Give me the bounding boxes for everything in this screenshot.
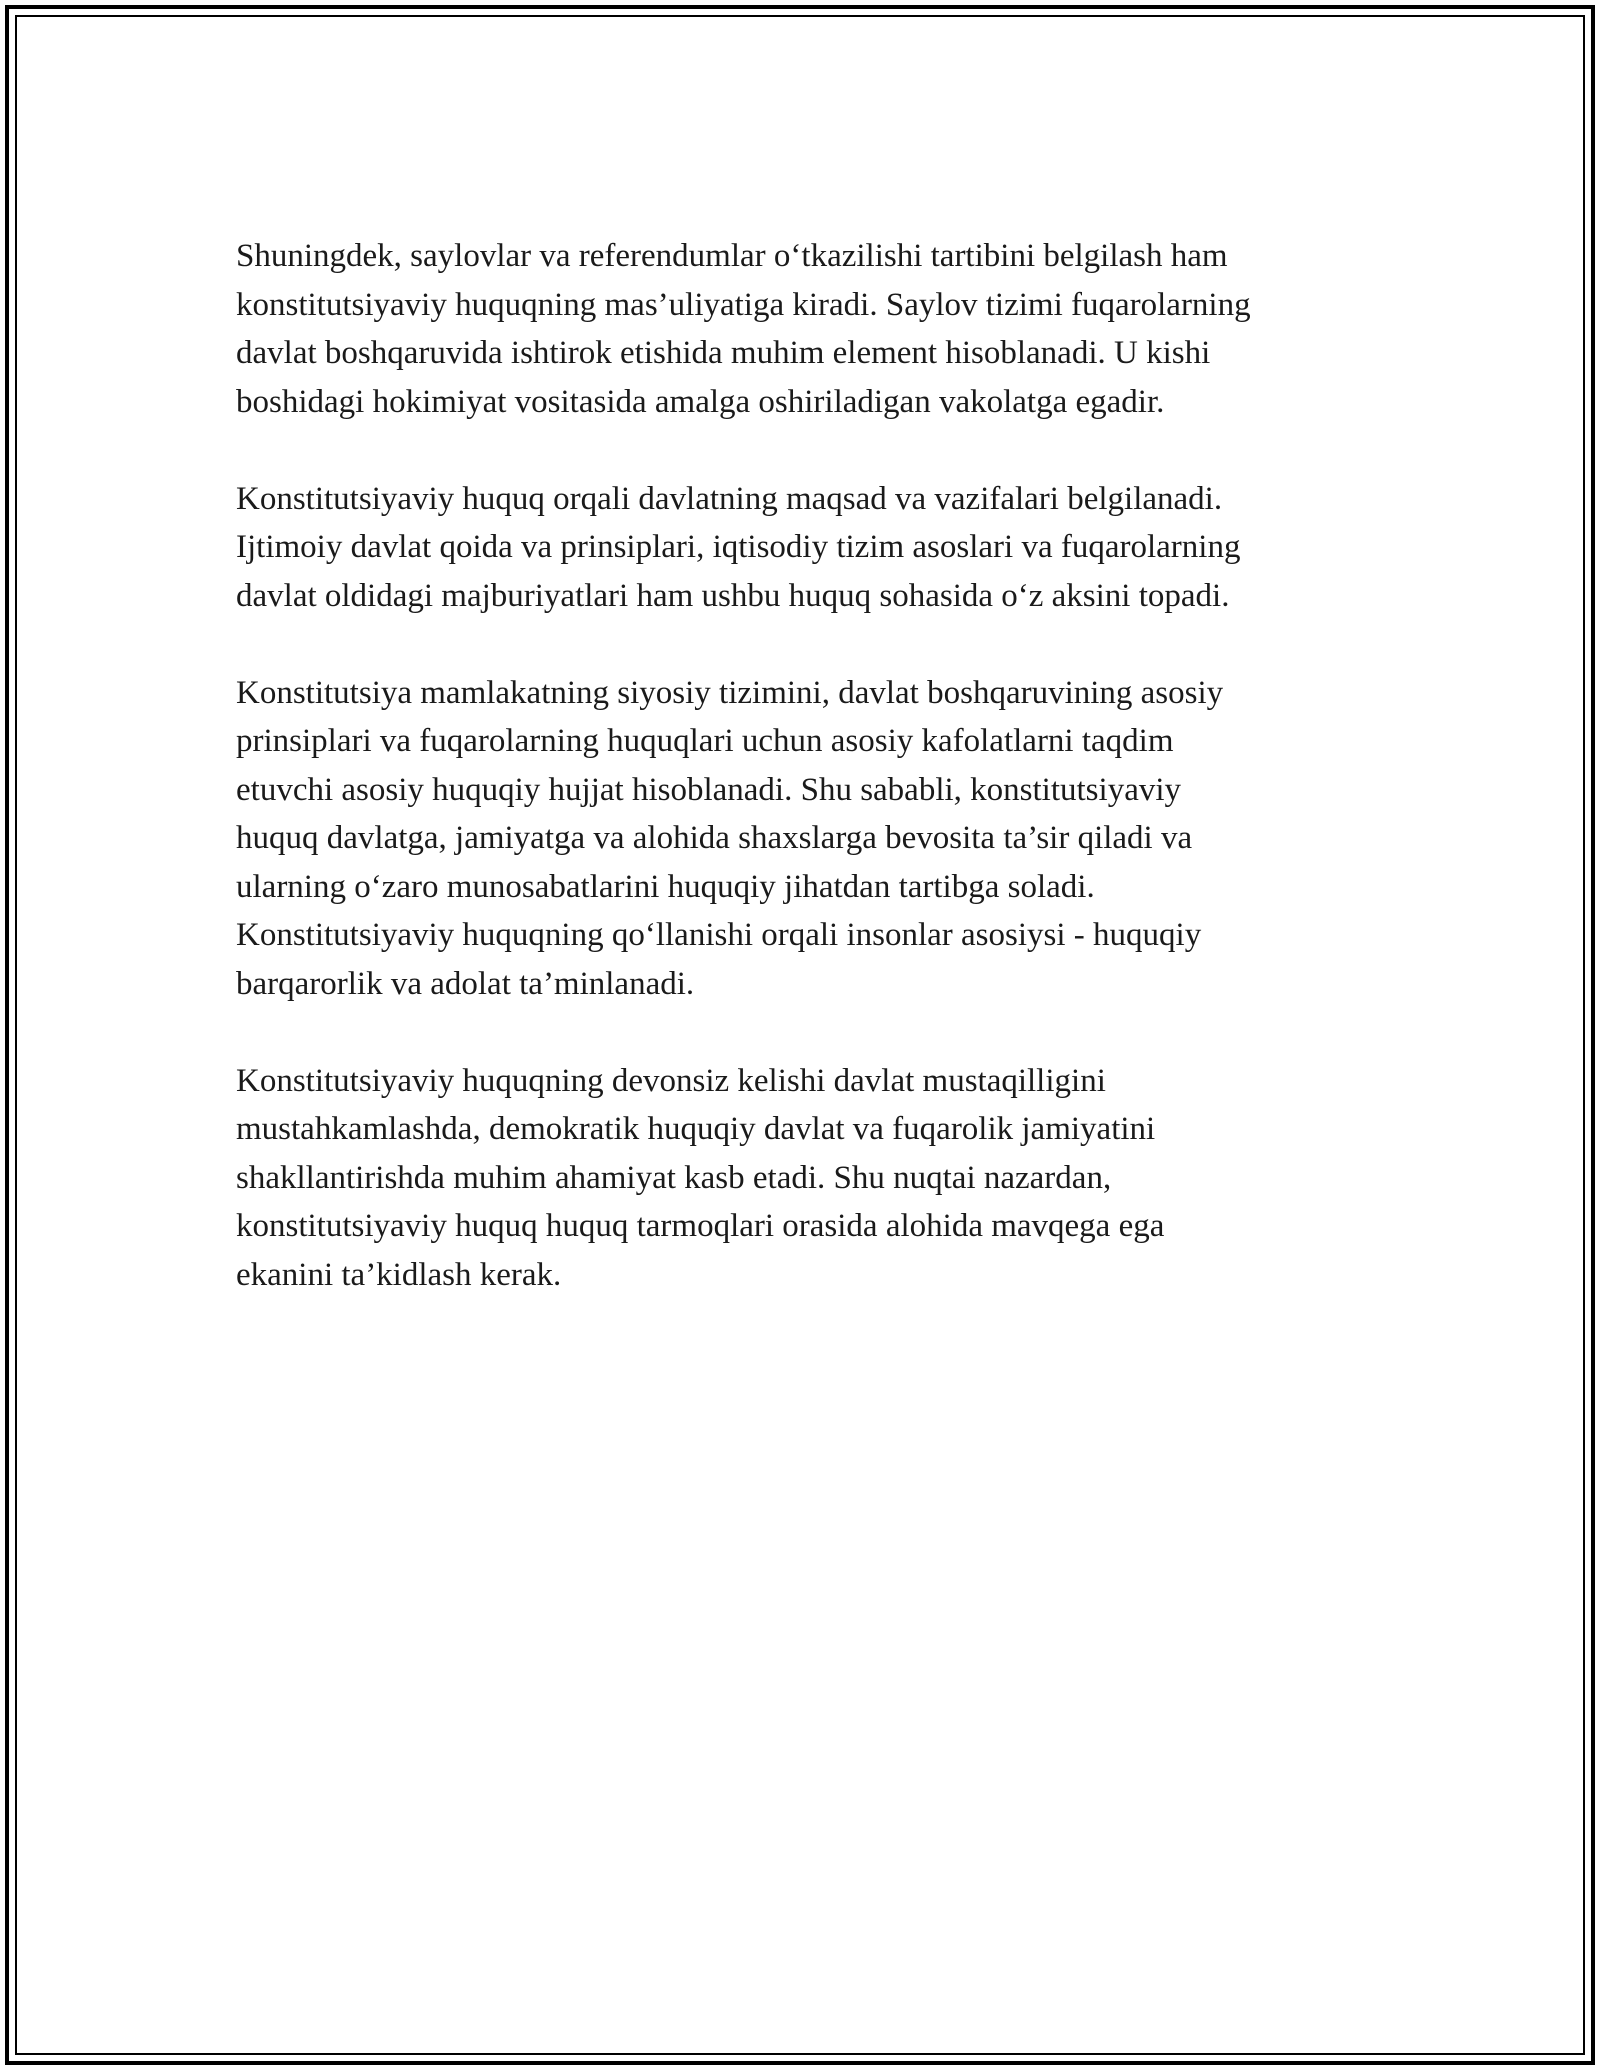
text-line: ularning o‘zaro munosabatlarini huquqiy jihatdan tartibga soladi. [236,868,1095,905]
paragraph-1 [236,232,1376,426]
text-line: davlat boshqaruvida ishtirok etishida muhim element hisoblanadi. U kishi [236,335,1211,371]
text-line: boshidagi hokimiyat vositasida amalga oshiriladigan vakolatga egadir. [236,383,1165,420]
text-line: Shuningdek, saylovlar va referendumlar o‘tkazilishi tartibini belgilash ham [236,238,1228,274]
document-body [236,232,1376,1348]
text-line: Konstitutsiyaviy huquqning devonsiz kelishi davlat mustaqilligini [236,1062,1106,1099]
text-line: Ijtimoiy davlat qoida va prinsiplari, iqtisodiy tizim asoslari va fuqarolarning [236,529,1241,565]
text-line: shakllantirishda muhim ahamiyat kasb etadi. Shu nuqtai nazardan, [236,1159,1112,1196]
text-line: Konstitutsiyaviy huquq orqali davlatning maqsad va vazifalari belgilanadi. [236,480,1223,517]
paragraph-2 [236,475,1376,621]
text-line: Konstitutsiya mamlakatning siyosiy tizimini, davlat boshqaruvining asosiy [236,674,1224,711]
text-line: huquq davlatga, jamiyatga va alohida shaxslarga bevosita ta’sir qiladi va [236,820,1193,856]
text-line: prinsiplari va fuqarolarning huquqlari uchun asosiy kafolatlarni taqdim [236,723,1174,759]
text-line: konstitutsiyaviy huquqning mas’uliyatiga kiradi. Saylov tizimi fuqarolarning [236,286,1251,323]
text-line: Konstitutsiyaviy huquqning qo‘llanishi orqali insonlar asosiysi - huquqiy [236,917,1202,953]
paragraph-4 [236,1057,1376,1300]
text-line: etuvchi asosiy huquqiy hujjat hisoblanadi. Shu sababli, konstitutsiyaviy [236,771,1182,808]
text-line: mustahkamlashda, demokratik huquqiy davlat va fuqarolik jamiyatini [236,1111,1156,1147]
text-line: davlat oldidagi majburiyatlari ham ushbu huquq sohasida o‘z aksini topadi. [236,577,1230,614]
text-line: barqarorlik va adolat ta’minlanadi. [236,965,695,1002]
text-line: ekanini ta’kidlash kerak. [236,1256,562,1293]
paragraph-3 [236,669,1376,1009]
text-line: konstitutsiyaviy huquq huquq tarmoqlari orasida alohida mavqega ega [236,1208,1165,1244]
